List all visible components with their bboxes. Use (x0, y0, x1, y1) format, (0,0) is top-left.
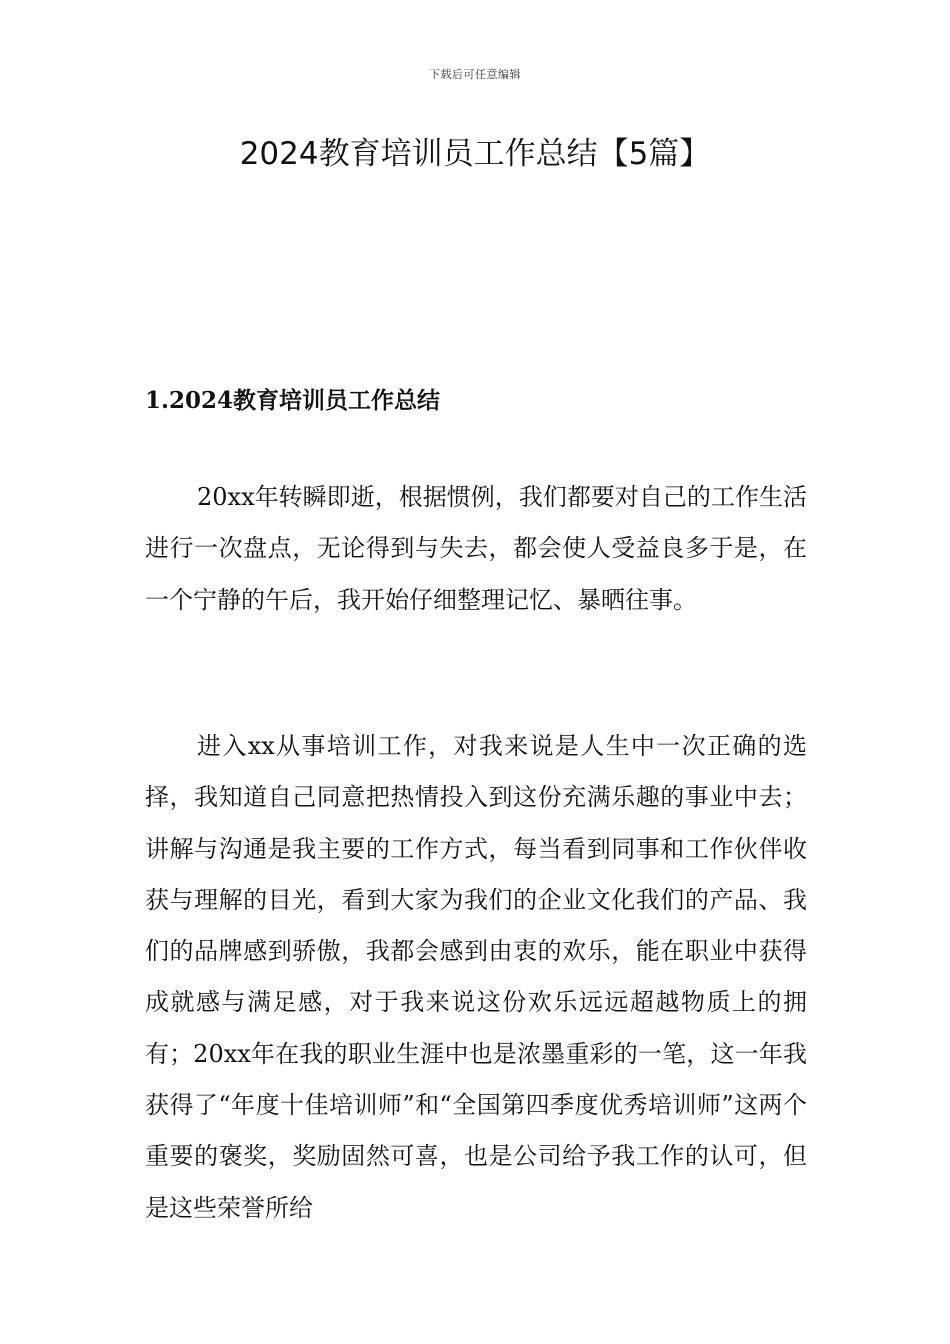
document-title: 2024教育培训员工作总结【5篇】 (239, 136, 711, 172)
section-heading: 1.2024教育培训员工作总结 (145, 387, 441, 414)
page-header-note: 下载后可任意编辑 (429, 68, 521, 81)
body-paragraph: 20xx年转瞬即逝，根据惯例，我们都要对自己的工作生活进行一次盘点，无论得到与失去，都会使人受益良多于是，在一个宁静的午后，我开始仔细整理记忆、暴晒往事。 (145, 483, 807, 614)
body-paragraph: 进入xx从事培训工作，对我来说是人生中一次正确的选择，我知道自己同意把热情投入到这份充满乐趣的事业中去；讲解与沟通是我主要的工作方式，每当看到同事和工作伙伴收获与理解的目光，看到大家为我们的企业文化我们的产品、我们的品牌感到骄傲，我都会感到由衷的欢乐，能在职业中获得成就感与满足感，对于我来说这份欢乐远远超越物质上的拥有；20xx年在我的职业生涯中也是浓墨重彩的一笔，这一年我获得了“年度十佳培训师”和“全国第四季度优秀培训师”这两个重要的褒奖，奖励固然可喜，也是公司给予我工作的认可，但是这些荣誉所给 (145, 732, 807, 1222)
